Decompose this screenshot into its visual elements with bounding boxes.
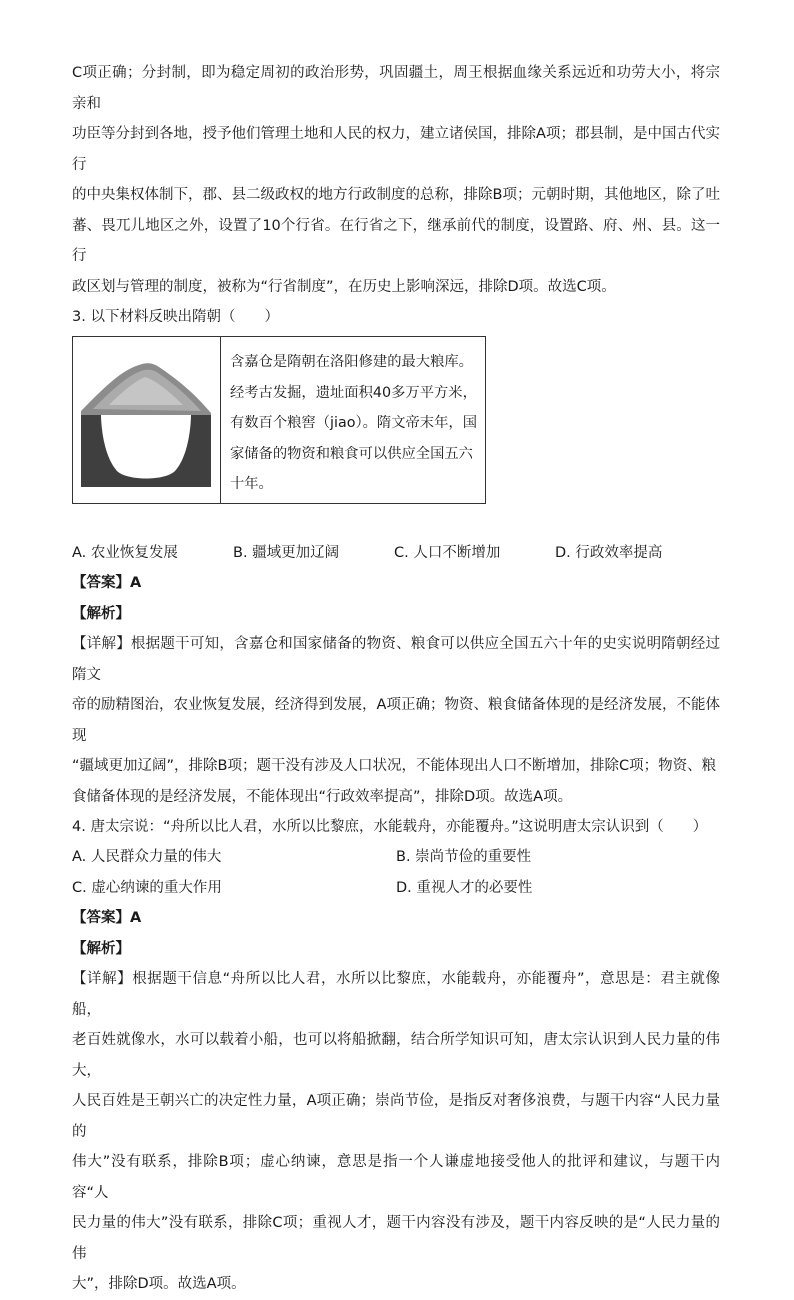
text-line: 老百姓就像水，水可以载着小船，也可以将船掀翻，结合所学知识可知，唐太宗认识到人民力量的伟大， <box>72 1032 720 1079</box>
option-c: C. 虚心纳谏的重大作用 <box>72 879 222 896</box>
material-line: 经考古发掘，遗址面积40多万平方米， <box>229 384 477 401</box>
question-3-stem: 3. 以下材料反映出隋朝（ ） <box>72 309 279 325</box>
option-b: B. 崇尚节俭的重要性 <box>396 849 532 865</box>
question-4-detail <box>72 964 720 1300</box>
question-3-options <box>72 538 720 568</box>
intro-paragraph <box>72 58 720 302</box>
question-4-answer: 【答案】A <box>72 910 142 926</box>
material-line: 含嘉仓是隋朝在洛阳修建的最大粮库。 <box>229 354 473 370</box>
text-line: 伟大”没有联系，排除B项；虚心纳谏，意思是指一个人谦虚地接受他人的批评和建议，与题干内容“人 <box>72 1154 720 1201</box>
text-line: C项正确；分封制，即为稳定周初的政治形势，巩固疆土，周王根据血缘关系远近和功劳大小，将宗亲和 <box>72 65 720 112</box>
question-4-options-row-2 <box>72 873 720 904</box>
text-line: 的中央集权体制下，郡、县二级政权的地方行政制度的总称，排除B项；元朝时期，其他地区，除了吐 <box>72 187 720 203</box>
question-4-stem: 4. 唐太宗说：“舟所以比人君，水所以比黎庶，水能载舟，亦能覆舟。”这说明唐太宗认识到（ ） <box>72 819 708 835</box>
text-line: 功臣等分封到各地，授予他们管理土地和人民的权力，建立诸侯国，排除A项；郡县制，是中国古代实行 <box>72 126 720 173</box>
question-4 <box>72 812 720 1300</box>
granary-pit-cross-section-icon <box>73 337 221 503</box>
option-d: D. 重视人才的必要性 <box>396 879 533 896</box>
text-line: 政区划与管理的制度，被称为“行省制度”，在历史上影响深远，排除D项。故选C项。 <box>72 278 616 295</box>
question-4-options-row-1 <box>72 842 720 873</box>
material-text <box>221 337 485 503</box>
text-line: 食储备体现的是经济发展，不能体现出“行政效率提高”，排除D项。故选A项。 <box>72 788 573 805</box>
text-line: “疆域更加辽阔”，排除B项；题干没有涉及人口状况，不能体现出人口不断增加，排除C项；物资、粮 <box>72 758 717 774</box>
text-line: 大”，排除D项。故选A项。 <box>72 1276 246 1292</box>
text-line: 人民百姓是王朝兴亡的决定性力量，A项正确；崇尚节俭，是指反对奢侈浪费，与题干内容“人民力量的 <box>72 1093 720 1140</box>
question-3-detail <box>72 629 720 812</box>
text-line: 帝的励精图治，农业恢复发展，经济得到发展，A项正确；物资、粮食储备体现的是经济发展，不能体现 <box>72 697 720 744</box>
option-a: A. 农业恢复发展 <box>72 545 178 561</box>
option-d: D. 行政效率提高 <box>555 545 663 561</box>
text-line: 【详解】根据题干信息“舟所以比人君，水所以比黎庶，水能载舟，亦能覆舟”，意思是：君主就像船， <box>72 971 720 1018</box>
option-b: B. 疆域更加辽阔 <box>233 545 340 561</box>
question-3-answer: 【答案】A <box>72 575 142 591</box>
material-line: 家储备的物资和粮食可以供应全国五六 <box>229 445 473 462</box>
text-line: 民力量的伟大”没有联系，排除C项；重视人才，题干内容没有涉及，题干内容反映的是“人民力量的伟 <box>72 1215 720 1262</box>
question-3 <box>72 302 720 812</box>
question-3-analysis-label: 【解析】 <box>72 605 130 622</box>
option-a: A. 人民群众力量的伟大 <box>72 849 222 865</box>
text-line: 【详解】根据题干可知，含嘉仓和国家储备的物资、粮食可以供应全国五六十年的史实说明隋朝经过隋文 <box>72 636 720 683</box>
material-table <box>72 336 486 504</box>
material-line: 十年。 <box>229 476 273 492</box>
option-c: C. 人口不断增加 <box>394 545 501 561</box>
question-4-analysis-label: 【解析】 <box>72 940 130 957</box>
material-line: 有数百个粮窖（jiao）。隋文帝末年，国 <box>229 415 477 431</box>
document-page <box>72 58 720 1300</box>
text-line: 蕃、畏兀儿地区之外，设置了10个行省。在行省之下，继承前代的制度，设置路、府、州、县。这一行 <box>72 217 720 264</box>
